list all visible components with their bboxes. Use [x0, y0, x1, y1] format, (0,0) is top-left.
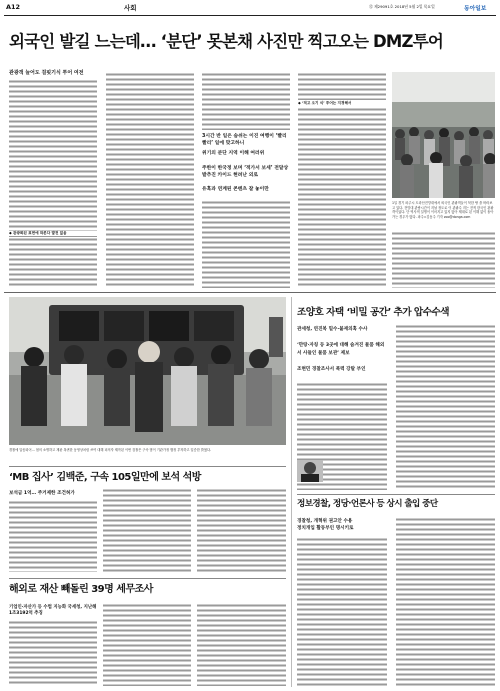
col4-text-b [298, 107, 386, 288]
cho-subhead-3: 조현민 경찰조사서 폭력 강탈 부인 [297, 367, 366, 372]
police-subhead-2: 정치개입 활동부인 명시키로 [297, 526, 354, 531]
police-text-col1 [297, 537, 387, 686]
col3-text-b [202, 200, 290, 288]
cho-subhead-2: ‘만랑·자칭 등 3곳에 대해 숨겨진 물품 해외서 사들인 물품 보관’ 제보 [297, 343, 385, 356]
col3-subhead-a: 3시간 반 일은 숨쉬는 이진 여행이 ‘빨리 빨리’ 일에 맞고하니 [202, 134, 287, 146]
dmz-photo-caption: 1일 경기 파주시 도라산전망대에서 외국인 관광객들이 북한 땅 을 바라보고 있다. 전망대 관람시간이 지날 정도로 이 관광수 지는 전적 한국인 관광객이었다. 단 역사적 설명이 이어지고 있지 않아 제대로 된 이해 없이 돌아가는 경우가 많다. 파주=김동주 기자 zoo@donga.com [392, 201, 494, 219]
cho-subhead-1: 관세청, 연진복 밀수·불재의혹 수사 [297, 327, 368, 332]
mb-text-col1 [9, 500, 97, 572]
headline-title: 외국인 발길 느는데… ‘분단’ 못본채 사진만 찍고오는 DMZ투어 [9, 32, 443, 51]
header-rule [4, 15, 496, 16]
police-text-col2 [396, 517, 495, 686]
mb-byline: 보석금 1억… 주거제한 조건허가 [9, 491, 75, 496]
overseas-text-col2 [103, 603, 191, 686]
column-divider [291, 297, 292, 687]
mb-text-col3 [197, 488, 286, 572]
page-number: A12 [6, 3, 21, 11]
overseas-text-col1 [9, 620, 97, 686]
police-subhead-1: 경찰청, 개혁위 권고안 수용 [297, 519, 353, 524]
overseas-text-col3 [197, 603, 286, 686]
col1-text-b [9, 237, 97, 288]
col3-subhead-b: 위기의 분단 지역 이해 여러위 [202, 151, 265, 156]
col1-subhead: 관광객 늘어도 걸핏기식 투어 여전 [9, 70, 84, 76]
section-name: 사회 [124, 4, 137, 12]
police-title: 정보경찰, 정당·언론사 등 상시 출입 중단 [297, 499, 438, 509]
issue-info: ⑫ 제29091호 2018년 5월 2일 목요일 [369, 4, 435, 9]
col5-text [392, 231, 495, 288]
section-divider [4, 292, 496, 293]
page-header [4, 2, 496, 15]
col3-text-a [202, 72, 290, 130]
dmz-tourists-image [392, 72, 495, 198]
dmz-tourists-photo [392, 72, 495, 198]
col1-bullet: ◆ 관광화된 표면에 따른다 발전 없음 [9, 231, 99, 236]
col2-text-a [106, 72, 194, 288]
mb-rule [9, 466, 286, 467]
col4-text-a [298, 72, 386, 100]
mb-title: ‘MB 집사’ 김백준, 구속 105일만에 보석 석방 [9, 472, 201, 483]
col4-bullet: ◆ ‘적고 오기 식’ 투어는 지경해서 [298, 101, 352, 105]
police-rule [297, 494, 495, 495]
bus-photo [9, 297, 286, 445]
overseas-title: 해외로 재산 빼돌린 39명 세무조사 [9, 584, 153, 595]
brand-logo: 동아일보 [464, 6, 487, 12]
col3-subhead-c: 주한이 한국정 보며 ‘적가서 보세’ 전달상 발추진 카이드 현려난 외로 [202, 166, 289, 178]
cho-title: 조양호 자택 ‘비밀 공간’ 추가 압수수색 [297, 307, 450, 318]
bus-photo-caption: 경찰에 압송되어… 혐의 소명하고 재판 복귀한 동영상처럼 쓰여 대해 피의자 제작된 이번 검찰은 구속 범이 기관가정 행정 부착하고 입증한 밝혔다. [9, 448, 212, 452]
col3-subhead-d: 유혹과 연계된 콘텐츠 잘 놓이만 [202, 187, 269, 192]
bus-image [9, 297, 286, 445]
overseas-subhead: 기업인·자산가 등 수법 지능화 국세청, 지난해 1조3192억 추징 [9, 605, 97, 616]
cho-mugshot-image [297, 460, 323, 482]
overseas-rule [9, 578, 286, 579]
cho-text-col2 [396, 324, 495, 490]
mb-text-col2 [103, 488, 191, 572]
cho-mugshot-photo [297, 460, 323, 482]
